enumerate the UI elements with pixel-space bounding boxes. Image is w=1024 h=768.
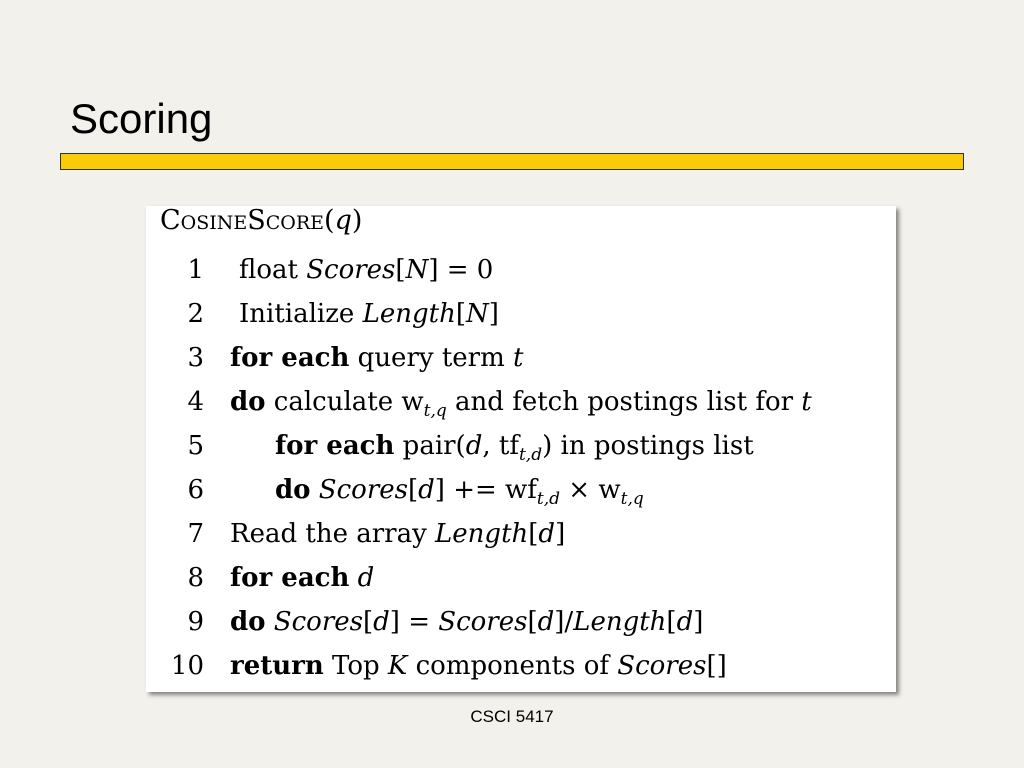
keyword: for each [275, 431, 395, 461]
line-number: 6 [187, 475, 204, 505]
variable: K [387, 651, 408, 681]
code-text: [ [362, 607, 374, 637]
code-text: calculate w [265, 387, 424, 417]
variable: t [801, 387, 812, 417]
algorithm-close-paren: ) [351, 205, 363, 236]
line-number: 5 [187, 431, 204, 461]
keyword: for each [230, 563, 350, 593]
line-code [230, 558, 374, 598]
code-text: Read the array [230, 519, 436, 549]
code-text: [] [706, 651, 727, 681]
code-text: ] [555, 519, 566, 549]
line-number: 1 [187, 255, 204, 285]
code-text: [ [527, 607, 538, 637]
algorithm-name: CosineScore [160, 205, 325, 236]
line-number: 3 [187, 343, 204, 373]
code-text: [ [395, 255, 406, 285]
variable: Scores [318, 475, 408, 505]
subscript: t,d [518, 445, 543, 465]
line-number: 2 [187, 299, 204, 329]
line-code [230, 514, 565, 554]
line-code [239, 250, 493, 290]
title-accent-bar [60, 153, 964, 170]
variable: Scores [306, 255, 396, 285]
line-number: 4 [187, 387, 204, 417]
keyword: for each [230, 343, 350, 373]
code-text [349, 563, 357, 593]
variable: t [513, 343, 524, 373]
code-text: components of [407, 651, 618, 681]
variable: Scores [617, 651, 707, 681]
code-text: Initialize [239, 299, 363, 329]
algorithm-param: q [334, 205, 352, 236]
code-text: , tf [482, 431, 519, 461]
code-text: pair( [394, 431, 466, 461]
keyword: do [230, 387, 266, 417]
line-code [230, 602, 703, 642]
code-text: ] [488, 299, 499, 329]
keyword: do [275, 475, 311, 505]
code-text: [ [407, 475, 419, 505]
variable: d [538, 519, 556, 549]
line-code [230, 338, 523, 378]
code-text: query term [349, 343, 514, 373]
line-number: 8 [187, 563, 204, 593]
subscript: t,q [620, 489, 644, 509]
variable: Scores [273, 607, 363, 637]
variable: d [537, 607, 555, 637]
variable: N [405, 255, 429, 285]
code-text [311, 475, 319, 505]
code-text: ) in postings list [542, 431, 754, 461]
line-code [275, 426, 754, 466]
variable: Scores [438, 607, 528, 637]
code-text: ]/ [554, 607, 574, 637]
line-code [239, 294, 499, 334]
subscript: t,q [423, 401, 447, 421]
code-text: ] = [389, 607, 439, 637]
code-text: [ [455, 299, 466, 329]
code-text: [ [666, 607, 677, 637]
code-text: ] [693, 607, 704, 637]
variable: d [676, 607, 694, 637]
variable: Length [435, 519, 529, 549]
line-code [230, 646, 727, 686]
slide-title: Scoring [70, 95, 213, 142]
variable: d [373, 607, 390, 637]
keyword: return [230, 651, 324, 681]
line-code [230, 382, 812, 422]
variable: d [418, 475, 435, 505]
algorithm-open-paren: ( [324, 205, 335, 236]
algorithm-box [146, 206, 896, 692]
variable: Length [362, 299, 456, 329]
line-number: 10 [170, 651, 204, 681]
code-text: × w [560, 475, 621, 505]
subscript: t,d [536, 489, 561, 509]
code-text: ] = 0 [428, 255, 494, 285]
variable: d [357, 563, 375, 593]
variable: N [465, 299, 489, 329]
variable: d [465, 431, 483, 461]
line-number: 9 [187, 607, 204, 637]
code-text [266, 607, 274, 637]
algorithm-header [160, 206, 362, 236]
keyword: do [230, 607, 266, 637]
slide-footer: CSCI 5417 [470, 707, 554, 726]
variable: Length [573, 607, 667, 637]
code-text: [ [528, 519, 539, 549]
line-number: 7 [187, 519, 204, 549]
code-text: float [239, 255, 307, 285]
code-text: and fetch postings list for [446, 387, 802, 417]
code-text: Top [323, 651, 388, 681]
line-code [275, 470, 644, 510]
code-text: ] += wf [434, 475, 537, 505]
